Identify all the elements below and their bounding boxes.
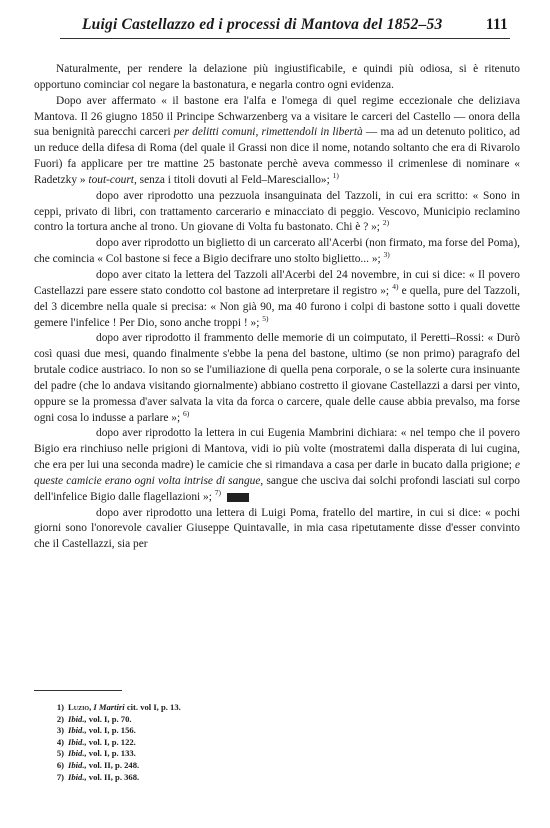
footnote-ref-text: vol. I, p. 133. <box>88 748 136 759</box>
footnote <box>48 760 181 772</box>
running-title: Luigi Castellazzo ed i processi di Mantova del 1852–53 <box>82 16 443 33</box>
running-header <box>60 16 510 39</box>
italic-text: tout-court <box>88 173 134 186</box>
paragraph <box>34 62 520 94</box>
footnote-ref[interactable]: 1) <box>332 171 339 181</box>
footnote-number: 1) <box>56 702 64 712</box>
paragraph-text: aver riprodotto il frammento delle memorie di un coimputato, il Peretti–Rossi: « Durò così quasi due mesi, quando finalmente s'ebbe la pena del bastone, ultimo (se non primo) paragrafo del brutale codice austriaco. Io non so se l'umiliazione di quella pena corporale, o se la solerte cura insinuante del padre (che lo andava visitando giornalmente) abbiano costretto il giovane Castellazzi a darsi per vinto, oppure se la promessa d'aver salvata la vita da forca o carcere, quale delle cause abbia prevalso, ma forse ogni cosa lo indusse a parlare »; <box>34 332 520 424</box>
paragraph-text: aver riprodotto una lettera di Luigi Poma, fratello del martire, in cui si dice: « pochi giorni sono l'onorevole cavalier Giuseppe Quintavalle, in mia casa ripetutamente disse d'esser convinto che il Castellazzi, sia per <box>34 506 520 551</box>
footnote-ref[interactable]: 2) <box>382 218 390 228</box>
footnote-divider <box>34 690 122 691</box>
footnote-ref-text: vol. II, p. 248. <box>88 759 140 770</box>
body-text <box>34 62 520 553</box>
footnote-work: Ibid., <box>68 736 87 747</box>
footnote <box>48 702 181 714</box>
footnote-work: Ibid., <box>68 725 87 736</box>
paragraph-text: — ma ad un detenuto politico, ad un reduce della difesa di Roma (del quale il Grassi non dice il nome, notando soltanto che era di Rivarolo Fuori) fa applicare per tre mattine 25 bastonate perchè aveva commesso il crimenlese di nominare « Radetzky » <box>34 126 520 186</box>
paragraph-lead: dopo <box>96 506 119 519</box>
paragraph <box>34 189 520 237</box>
paragraph-text: , senza i titoli dovuti al Feld–Maresciallo»; <box>133 173 333 186</box>
footnote-number: 3) <box>56 725 64 736</box>
paragraph <box>34 426 520 505</box>
footnote-ref[interactable]: 5) <box>262 313 269 323</box>
paragraph-text: e quella, pure del Tazzoli, del 3 dicembre nella quale si precisa: « Non già 90, ma 40 furono i colpi di bastone sotto i quali dovette gemere l'infelice ! Per Dio, sono anche troppi ! »; <box>34 284 521 329</box>
paragraph-text: aver riprodotto un biglietto di un carcerato all'Acerbi (non firmato, ma forse del Poma), che comincia « Col bastone si fece a Bigio decifrare uno stolto biglietto... »; <box>34 237 521 266</box>
paragraph-lead: dopo <box>96 237 119 250</box>
italic-text: e queste camicie erano ogni volta intrise di sangue <box>34 459 520 487</box>
footnote-ref-text: cit. vol I, p. 13. <box>126 702 181 712</box>
paragraph-text: aver riprodotto una pezzuola insanguinata del Tazzoli, in cui era scritto: « Sono in ceppi, privato di libri, con trattamento carcerario e minacciato di peggio. Vescovo, Municipio reclamino contro la tortura anche al trono. Un giovane di Volta fu bastonato. Chi è ? »; <box>34 189 520 234</box>
paragraph <box>34 331 520 426</box>
footnote-ref[interactable]: 4) <box>392 282 399 292</box>
footnote <box>48 772 181 784</box>
paragraph-lead: dopo <box>96 427 119 440</box>
footnote-work: Ibid., <box>68 713 87 724</box>
footnote-ref-text: vol. I, p. 122. <box>88 736 136 747</box>
footnote-ref-text: vol. I, p. 156. <box>88 725 136 736</box>
footnote-number: 4) <box>56 736 64 747</box>
ink-smudge <box>227 493 249 502</box>
italic-text: per delitti comuni, rimettendoli in libertà <box>173 126 363 139</box>
paragraph-text: aver citato la lettera del Tazzoli all'Acerbi del 24 novembre, in cui si dice: « Il povero Castellazzi pare essere stato condotto col bastone ad interpretare il registro »; <box>34 268 520 297</box>
footnote <box>48 725 181 737</box>
page-number: 111 <box>485 16 508 33</box>
footnote-ref-text: vol. II, p. 368. <box>88 771 140 782</box>
footnote-number: 2) <box>56 713 64 724</box>
footnote-ref[interactable]: 6) <box>183 408 190 418</box>
footnote-number: 5) <box>56 748 64 759</box>
footnote-work: I Martiri <box>93 702 125 712</box>
paragraph-lead: dopo <box>96 268 119 281</box>
footnotes <box>48 702 181 783</box>
paragraph-text: Naturalmente, per rendere la delazione più ingiustificabile, e quindi più odiosa, si è ritenuto opportuno cominciar col negare la bastonatura, e negarla contro ogni evidenza. <box>34 63 520 91</box>
footnote-number: 6) <box>56 759 64 770</box>
paragraph <box>34 236 520 268</box>
paragraph-lead: dopo <box>96 189 119 202</box>
paragraph-text: Dopo aver affermato « il bastone era l'alfa e l'omega di quel regime eccezionale che deliziava Mantova. Il 26 giugno 1850 il Principe Schwarzenberg va a visitare le carceri del Castello — onora della sua benignità parecchi carceri <box>34 94 520 139</box>
footnote-author: Luzio, <box>68 702 92 712</box>
paragraph <box>34 506 520 554</box>
paragraph <box>34 94 520 189</box>
footnote-work: Ibid., <box>68 771 87 782</box>
footnote-work: Ibid., <box>68 748 87 759</box>
paragraph-lead: dopo <box>96 332 119 345</box>
footnote-ref[interactable]: 3) <box>383 250 390 260</box>
footnote <box>48 737 181 749</box>
footnote-ref[interactable]: 7) <box>214 487 222 497</box>
paragraph-text: , sangue che usciva dai solchi profondi lasciati sul corpo dell'infelice Bigio dalle flagellazioni »; <box>34 474 520 503</box>
footnote <box>48 748 181 760</box>
footnote-ref-text: vol. I, p. 70. <box>88 713 132 724</box>
footnote-work: Ibid., <box>68 759 87 770</box>
footnote <box>48 714 181 726</box>
paragraph <box>34 268 520 331</box>
paragraph-text: aver riprodotto la lettera in cui Eugenia Mambrini dichiara: « nel tempo che il povero Bigio era rinchiuso nelle prigioni di Mantova, vidi io più volte (mostratemi dalla disperata di lui cugina, che era per lui una seconda madre) le camicie che si rimandava a casa per darle in bucato dalla prigione; <box>34 427 520 472</box>
footnote-number: 7) <box>56 771 64 782</box>
